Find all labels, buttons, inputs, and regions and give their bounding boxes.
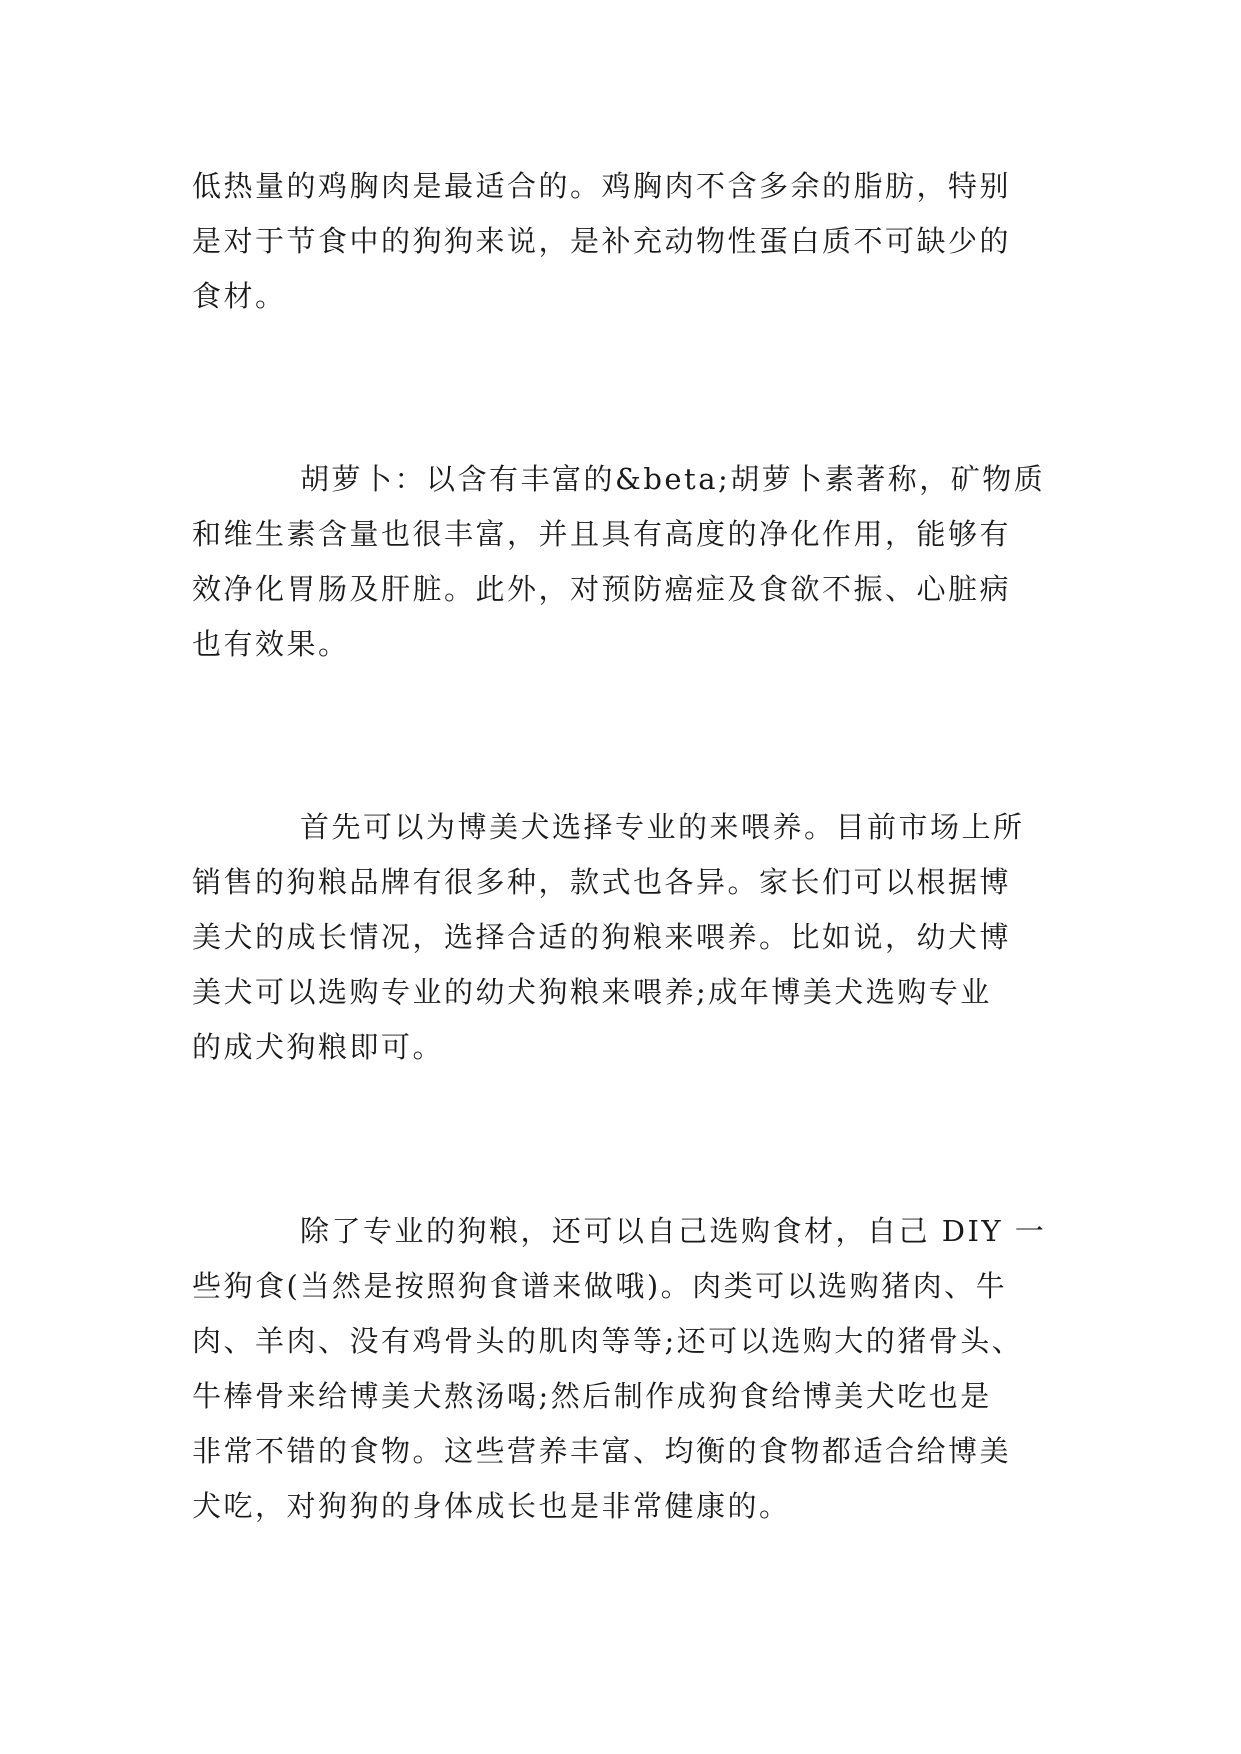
paragraph-2-line-1: 胡萝卜：以含有丰富的&beta;胡萝卜素著称，矿物质 [300,462,1046,496]
paragraph-3-line-2: 销售的狗粮品牌有很多种，款式也各异。家长们可以根据博 [192,865,1012,899]
paragraph-4-line-6: 犬吃，对狗狗的身体成长也是非常健康的。 [192,1489,791,1523]
paragraph-3-line-3: 美犬的成长情况，选择合适的狗粮来喂养。比如说，幼犬博 [192,920,1012,954]
paragraph-3-line-5: 的成犬狗粮即可。 [192,1030,445,1064]
paragraph-2-line-4: 也有效果。 [192,627,350,661]
paragraph-1-line-2: 是对于节食中的狗狗来说，是补充动物性蛋白质不可缺少的 [192,224,1012,258]
paragraph-1-line-3: 食材。 [192,279,287,313]
paragraph-4-line-2: 些狗食(当然是按照狗食谱来做哦)。肉类可以选购猪肉、牛 [192,1269,1008,1303]
paragraph-2-line-2: 和维生素含量也很丰富，并且具有高度的净化作用，能够有 [192,517,1012,551]
paragraph-4-line-3: 肉、羊肉、没有鸡骨头的肌肉等等;还可以选购大的猪骨头、 [192,1324,1024,1358]
paragraph-2-line-3: 效净化胃肠及肝脏。此外，对预防癌症及食欲不振、心脏病 [192,572,1012,606]
paragraph-3-line-4: 美犬可以选购专业的幼犬狗粮来喂养;成年博美犬选购专业 [192,975,992,1009]
paragraph-4-line-4: 牛棒骨来给博美犬熬汤喝;然后制作成狗食给博美犬吃也是 [192,1379,992,1413]
paragraph-4-line-5: 非常不错的食物。这些营养丰富、均衡的食物都适合给博美 [192,1434,1012,1468]
paragraph-1-line-1: 低热量的鸡胸肉是最适合的。鸡胸肉不含多余的脂肪，特别 [192,169,1012,203]
paragraph-3-line-1: 首先可以为博美犬选择专业的来喂养。目前市场上所 [300,810,1025,844]
paragraph-4-line-1: 除了专业的狗粮，还可以自己选购食材，自己 DIY 一 [300,1214,1047,1248]
